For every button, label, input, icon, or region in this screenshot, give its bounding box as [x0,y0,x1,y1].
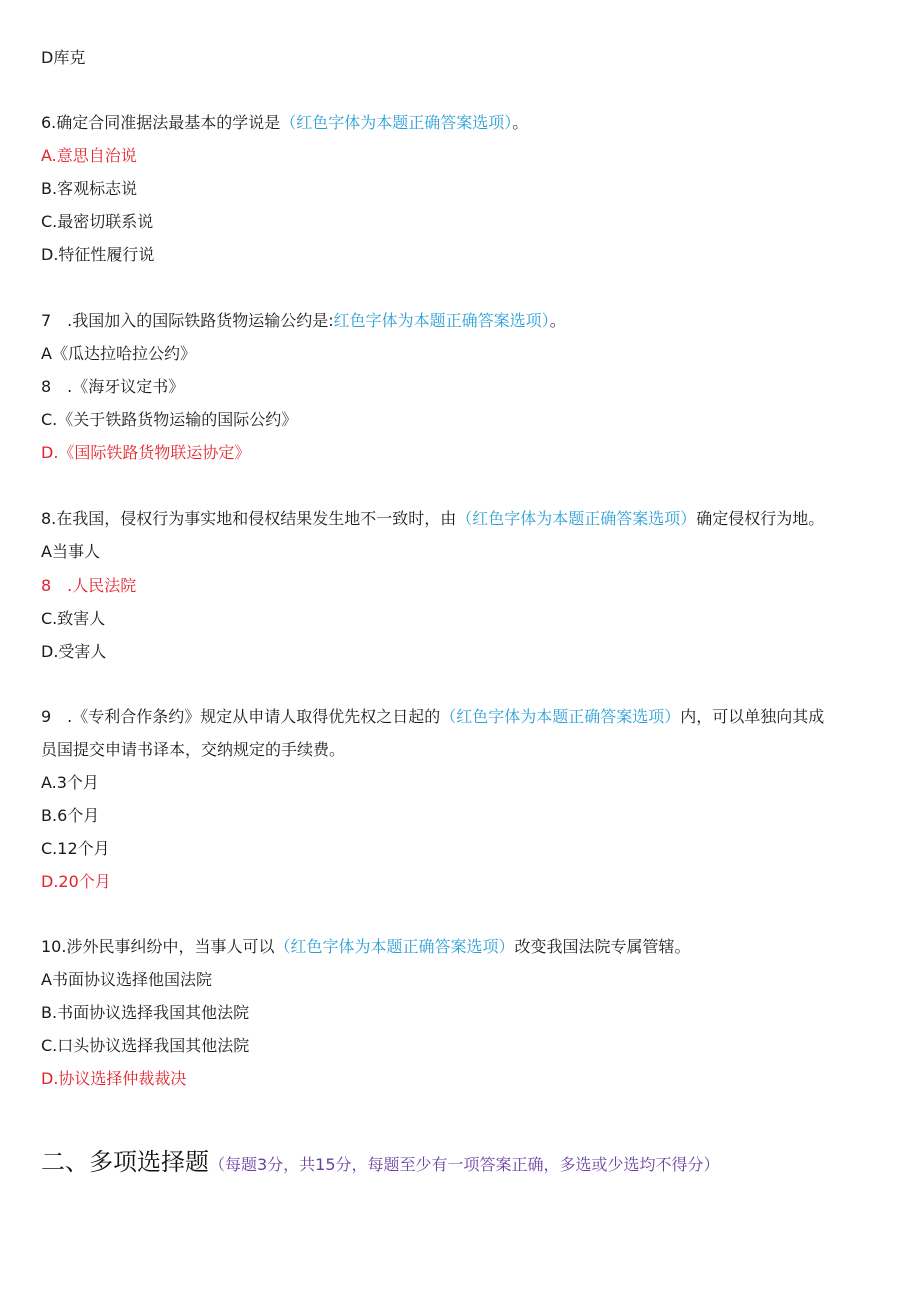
option-c-q6: C.最密切联系说 [41,212,154,231]
question-text: 7 .我国加入的国际铁路货物运输公约是: [41,311,334,330]
question-7 [41,311,566,331]
option-c-q10: C.口头协议选择我国其他法院 [41,1036,250,1055]
answer-hint: （红色字体为本题正确答案选项） [280,113,513,132]
answer-hint: （红色字体为本题正确答案选项） [440,707,681,726]
question-text: 9 .《专利合作条约》规定从申请人取得优先权之日起的 [41,707,441,726]
option-b-q9: B.6个月 [41,806,100,825]
option-a-q6: A.意思自治说 [41,146,137,165]
question-tail: 。 [549,311,566,330]
answer-hint: （红色字体为本题正确答案选项） [456,509,697,528]
answer-hint: （红色字体为本题正确答案选项） [274,937,515,956]
question-9 [41,707,824,727]
option-d-q5: D库克 [41,48,86,67]
question-tail: 。 [512,113,529,132]
section-title: 二、多项选择题 [41,1148,209,1176]
question-10 [41,937,690,957]
option-d-q10: D.协议选择仲裁裁决 [41,1069,187,1088]
section-heading [41,1147,720,1177]
option-d-q8: D.受害人 [41,642,107,661]
option-a-q10: A书面协议选择他国法院 [41,970,212,989]
option-b-q8: 8 .人民法院 [41,576,137,595]
question-tail: 改变我国法院专属管辖。 [514,937,691,956]
option-a-q8: A当事人 [41,542,100,561]
option-d-q9: D.20个月 [41,872,111,891]
option-d-q7: D.《国际铁路货物联运协定》 [41,443,251,462]
question-9-continued: 员国提交申请书译本，交纳规定的手续费。 [41,740,346,759]
question-text: 6.确定合同准据法最基本的学说是 [41,113,281,132]
option-d-q6: D.特征性履行说 [41,245,155,264]
option-a-q7: A《瓜达拉哈拉公约》 [41,344,196,363]
question-text: 8.在我国，侵权行为事实地和侵权结果发生地不一致时，由 [41,509,457,528]
question-tail: 内，可以单独向其成 [680,707,825,726]
option-c-q9: C.12个月 [41,839,110,858]
option-b-q7: 8 .《海牙议定书》 [41,377,185,396]
option-c-q8: C.致害人 [41,609,106,628]
section-note: （每题3分，共15分，每题至少有一项答案正确，多选或少选均不得分） [209,1155,720,1174]
question-8 [41,509,824,529]
option-b-q10: B.书面协议选择我国其他法院 [41,1003,250,1022]
option-a-q9: A.3个月 [41,773,99,792]
question-tail: 确定侵权行为地。 [696,509,825,528]
answer-hint: 红色字体为本题正确答案选项） [333,311,550,330]
option-c-q7: C.《关于铁路货物运输的国际公约》 [41,410,298,429]
option-b-q6: B.客观标志说 [41,179,138,198]
question-6 [41,113,528,133]
question-text: 10.涉外民事纠纷中，当事人可以 [41,937,275,956]
